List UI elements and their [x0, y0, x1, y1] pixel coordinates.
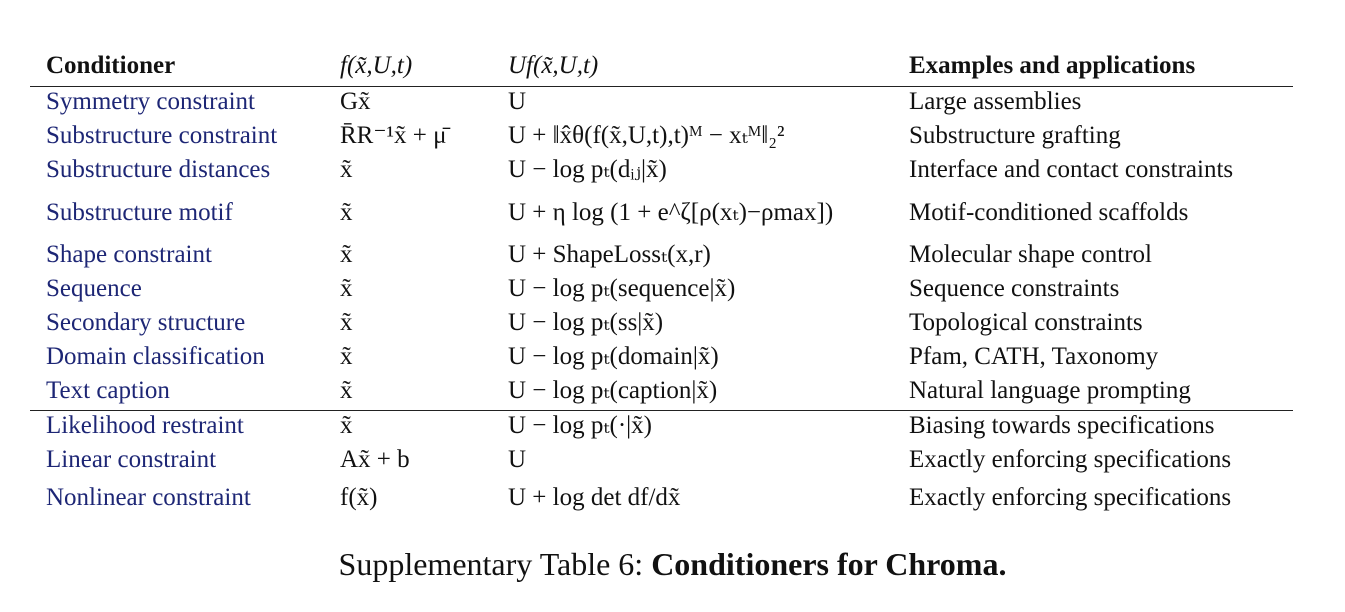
row-uf: U + η log (1 + e^ζ[ρ(xₜ)−ρmax]): [508, 199, 834, 226]
header-f: f(x̃,U,t): [340, 52, 413, 79]
row-f: x̃: [340, 199, 353, 226]
row-conditioner: Linear constraint: [46, 446, 217, 473]
row-uf: U − log pₜ(ss|x̃): [508, 309, 664, 336]
row-conditioner: Secondary structure: [46, 309, 246, 336]
row-uf: U + ShapeLossₜ(x,r): [508, 241, 711, 268]
row-uf: U − log pₜ(domain|x̃): [508, 343, 719, 370]
row-f: x̃: [340, 343, 353, 370]
row-uf: U + log det df/dx̃: [508, 484, 681, 511]
row-f: x̃: [340, 412, 353, 439]
row-conditioner: Text caption: [46, 377, 170, 404]
header-conditioner: Conditioner: [46, 52, 176, 79]
row-f: x̃: [340, 377, 353, 404]
row-f: Ax̃ + b: [340, 446, 410, 473]
row-example: Natural language prompting: [909, 377, 1191, 404]
row-f: x̃: [340, 156, 353, 183]
row-uf: U − log pₜ(caption|x̃): [508, 377, 718, 404]
row-f: f(x̃): [340, 484, 378, 511]
row-example: Sequence constraints: [909, 275, 1120, 302]
row-conditioner: Substructure constraint: [46, 122, 278, 149]
row-conditioner: Substructure motif: [46, 199, 233, 226]
row-example: Molecular shape control: [909, 241, 1152, 268]
row-example: Pfam, CATH, Taxonomy: [909, 343, 1159, 370]
caption-prefix: Supplementary Table 6:: [338, 546, 644, 582]
row-f: x̃: [340, 241, 353, 268]
row-conditioner: Likelihood restraint: [46, 412, 244, 439]
row-conditioner: Symmetry constraint: [46, 88, 255, 115]
row-f: x̃: [340, 275, 353, 302]
row-example: Exactly enforcing specifications: [909, 446, 1232, 473]
row-conditioner: Shape constraint: [46, 241, 212, 268]
row-f: R̄R⁻¹x̃ + μ̄: [340, 122, 447, 149]
header-uf: Uf(x̃,U,t): [508, 52, 599, 79]
caption-title: Conditioners for Chroma.: [651, 546, 1007, 582]
row-conditioner: Sequence: [46, 275, 142, 302]
row-uf: U: [508, 88, 527, 115]
row-example: Topological constraints: [909, 309, 1143, 336]
row-uf: U − log pₜ(dᵢⱼ|x̃): [508, 156, 667, 183]
row-example: Motif-conditioned scaffolds: [909, 199, 1189, 226]
header-examples: Examples and applications: [909, 52, 1196, 79]
row-example: Biasing towards specifications: [909, 412, 1215, 439]
row-f: Gx̃: [340, 88, 371, 115]
row-conditioner: Nonlinear constraint: [46, 484, 251, 511]
row-example: Exactly enforcing specifications: [909, 484, 1232, 511]
row-uf: U − log pₜ(·|x̃): [508, 412, 652, 439]
row-conditioner: Domain classification: [46, 343, 265, 370]
table-caption: [0, 546, 1345, 582]
row-uf: U − log pₜ(sequence|x̃): [508, 275, 736, 302]
row-example: Large assemblies: [909, 88, 1082, 115]
row-f: x̃: [340, 309, 353, 336]
row-example: Substructure grafting: [909, 122, 1121, 149]
row-uf: U + ‖x̂θ(f(x̃,U,t),t)ᴹ − xₜᴹ‖₂²: [508, 122, 785, 149]
row-example: Interface and contact constraints: [909, 156, 1234, 183]
row-uf: U: [508, 446, 527, 473]
row-conditioner: Substructure distances: [46, 156, 271, 183]
